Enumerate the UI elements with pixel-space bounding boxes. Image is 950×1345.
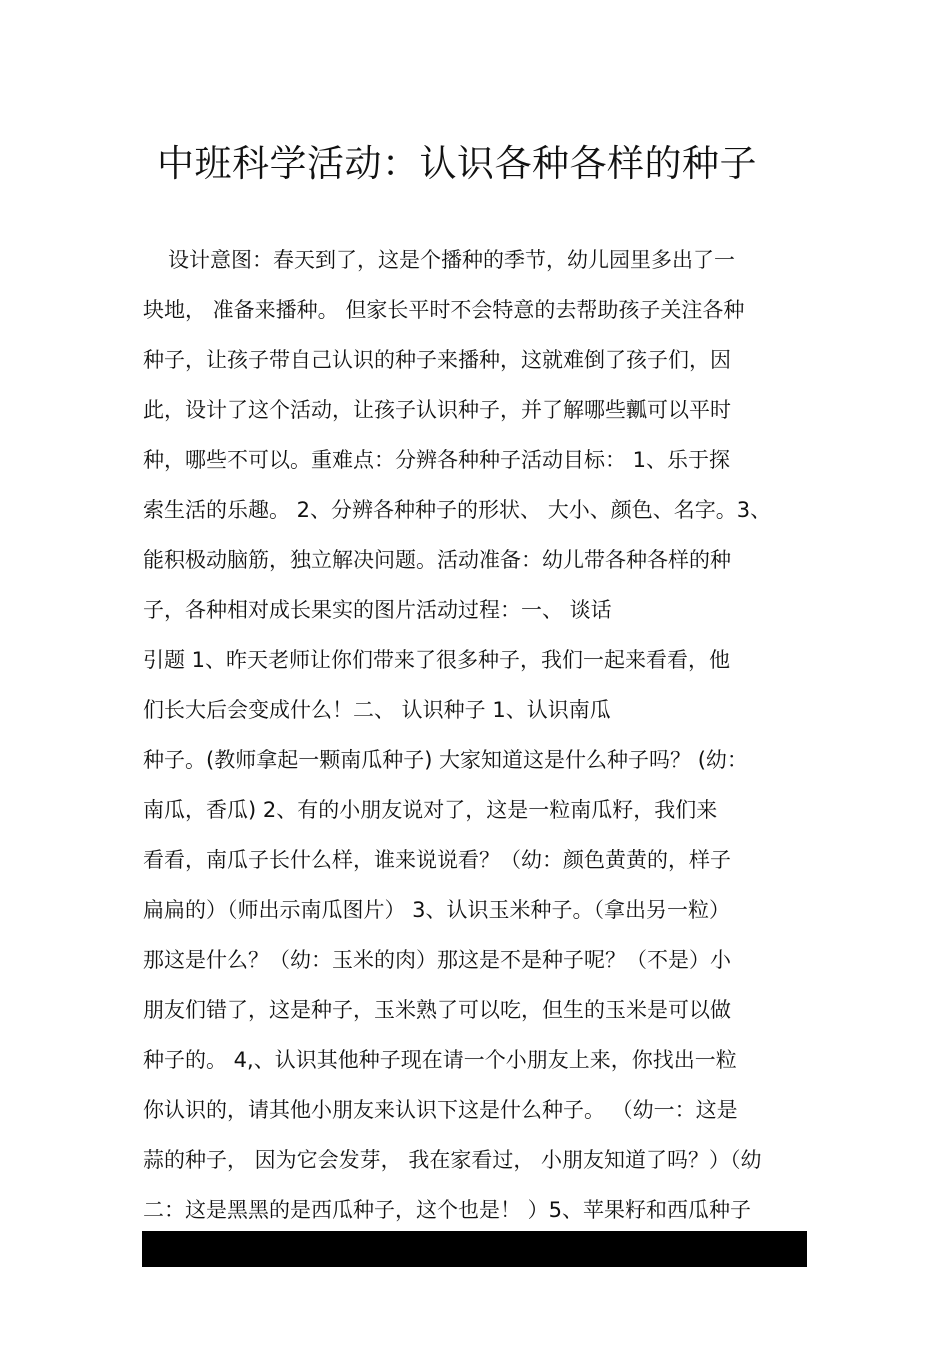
document-body: [143, 235, 809, 1235]
body-line: 索生活的乐趣。 2、分辨各种种子的形状、 大小、颜色、名字。3、: [143, 498, 772, 522]
body-line: 此，设计了这个活动，让孩子认识种子，并了解哪些瓤可以平时: [143, 398, 731, 422]
body-line: 种子，让孩子带自己认识的种子来播种，这就难倒了孩子们，因: [143, 348, 731, 372]
body-line: 二：这是黑黑的是西瓜种子，这个也是！ ）5、苹果籽和西瓜种子: [143, 1198, 752, 1222]
body-line: 设计意图：春天到了，这是个播种的季节，幼儿园里多出了一: [168, 248, 735, 272]
body-line: 你认识的，请其他小朋友来认识下这是什么种子。 （幼一：这是: [143, 1098, 738, 1122]
body-line: 朋友们错了，这是种子，玉米熟了可以吃，但生的玉米是可以做: [143, 998, 731, 1022]
body-line: 看看，南瓜子长什么样，谁来说说看？（幼：颜色黄黄的，样子: [143, 848, 731, 872]
body-line: 们长大后会变成什么！二、 认识种子 1、认识南瓜: [143, 698, 611, 722]
body-line: 那这是什么？（幼：玉米的肉）那这是不是种子呢？（不是）小: [143, 948, 731, 972]
document-title: 中班科学活动：认识各种各样的种子: [157, 142, 757, 185]
body-line: 种子的。 4,、认识其他种子现在请一个小朋友上来，你找出一粒: [143, 1048, 737, 1072]
body-line: 蒜的种子， 因为它会发芽， 我在家看过， 小朋友知道了吗？）（幼: [143, 1148, 762, 1172]
body-line: 引题 1、昨天老师让你们带来了很多种子，我们一起来看看，他: [143, 648, 731, 672]
body-line: 扁扁的）（师出示南瓜图片） 3、认识玉米种子。（拿出另一粒）: [143, 898, 731, 922]
body-line: 能积极动脑筋，独立解决问题。活动准备：幼儿带各种各样的种: [143, 548, 731, 572]
body-line: 子，各种相对成长果实的图片活动过程：一、 谈话: [143, 598, 612, 622]
body-line: 南瓜，香瓜) 2、有的小朋友说对了，这是一粒南瓜籽，我们来: [143, 798, 718, 822]
body-line: 块地， 准备来播种。 但家长平时不会特意的去帮助孩子关注各种: [143, 298, 745, 322]
body-line: 种，哪些不可以。重难点：分辨各种种子活动目标： 1、乐于探: [143, 448, 731, 472]
redaction-bar: [142, 1231, 807, 1267]
body-line: 种子。(教师拿起一颗南瓜种子) 大家知道这是什么种子吗？ (幼：: [143, 748, 748, 772]
